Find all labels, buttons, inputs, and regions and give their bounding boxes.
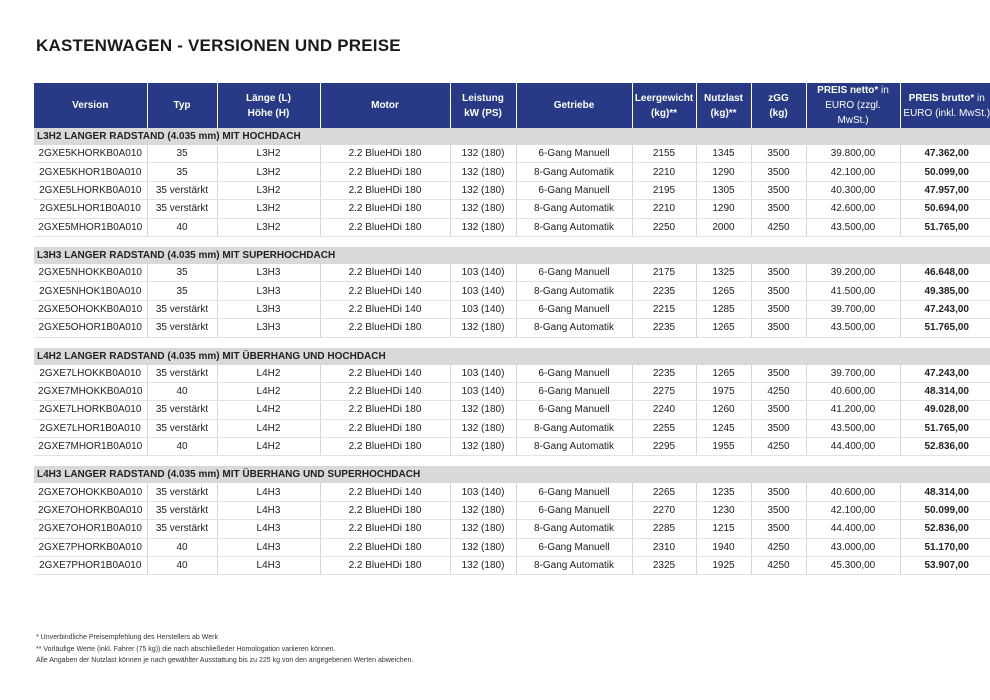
cell-version: 2GXE5OHOR1B0A010 <box>34 319 147 337</box>
cell-zgg: 3500 <box>751 181 806 199</box>
section-spacer <box>34 236 990 247</box>
cell-preis-netto: 43.500,00 <box>806 218 900 236</box>
table-row <box>34 145 990 163</box>
section-header-row <box>34 348 990 365</box>
cell-version: 2GXE7OHORKB0A010 <box>34 501 147 519</box>
footnotes <box>36 632 413 667</box>
table-row <box>34 264 990 282</box>
cell-leergewicht: 2235 <box>632 365 696 383</box>
footnote: * Unverbindliche Preisempfehlung des Herstellers ab Werk <box>36 634 218 641</box>
cell-motor: 2.2 BlueHDi 140 <box>320 483 450 501</box>
header-laenge-hoehe: Länge (L) Höhe (H) <box>217 83 320 128</box>
cell-leistung: 103 (140) <box>450 264 516 282</box>
cell-zgg: 3500 <box>751 520 806 538</box>
section-header-row <box>34 247 990 264</box>
cell-leistung: 103 (140) <box>450 483 516 501</box>
cell-motor: 2.2 BlueHDi 140 <box>320 282 450 300</box>
cell-zgg: 3500 <box>751 419 806 437</box>
cell-typ: 35 verstärkt <box>147 501 217 519</box>
cell-preis-brutto: 47.243,00 <box>900 365 990 383</box>
cell-preis-netto: 40.600,00 <box>806 483 900 501</box>
cell-laenge-hoehe: L4H3 <box>217 557 320 575</box>
cell-leistung: 103 (140) <box>450 300 516 318</box>
cell-laenge-hoehe: L4H3 <box>217 520 320 538</box>
cell-getriebe: 6-Gang Manuell <box>516 483 632 501</box>
table-row <box>34 382 990 400</box>
table-row <box>34 438 990 456</box>
header-getriebe: Getriebe <box>516 83 632 128</box>
cell-preis-brutto: 47.243,00 <box>900 300 990 318</box>
cell-getriebe: 8-Gang Automatik <box>516 282 632 300</box>
table-row <box>34 401 990 419</box>
cell-motor: 2.2 BlueHDi 140 <box>320 264 450 282</box>
cell-nutzlast: 1955 <box>696 438 751 456</box>
cell-leergewicht: 2215 <box>632 300 696 318</box>
cell-typ: 35 verstärkt <box>147 300 217 318</box>
price-table <box>34 83 990 575</box>
cell-nutzlast: 1290 <box>696 200 751 218</box>
cell-version: 2GXE5NHOK1B0A010 <box>34 282 147 300</box>
cell-preis-netto: 43.500,00 <box>806 319 900 337</box>
cell-preis-netto: 43.500,00 <box>806 419 900 437</box>
cell-nutzlast: 1265 <box>696 319 751 337</box>
header-version: Version <box>34 83 147 128</box>
cell-motor: 2.2 BlueHDi 180 <box>320 557 450 575</box>
table-row <box>34 218 990 236</box>
table-header-row <box>34 83 990 128</box>
cell-leergewicht: 2270 <box>632 501 696 519</box>
cell-leistung: 132 (180) <box>450 218 516 236</box>
cell-leistung: 132 (180) <box>450 200 516 218</box>
cell-nutzlast: 1230 <box>696 501 751 519</box>
cell-leergewicht: 2325 <box>632 557 696 575</box>
cell-preis-brutto: 52.836,00 <box>900 438 990 456</box>
cell-preis-netto: 42.100,00 <box>806 501 900 519</box>
section-title: L3H3 LANGER RADSTAND (4.035 mm) MIT SUPERHOCHDACH <box>34 247 990 264</box>
cell-leistung: 103 (140) <box>450 365 516 383</box>
cell-zgg: 3500 <box>751 200 806 218</box>
cell-preis-netto: 43.000,00 <box>806 538 900 556</box>
cell-getriebe: 8-Gang Automatik <box>516 520 632 538</box>
cell-leistung: 132 (180) <box>450 557 516 575</box>
table-row <box>34 419 990 437</box>
cell-laenge-hoehe: L3H3 <box>217 319 320 337</box>
footnote: ** Vorläufige Werte (inkl. Fahrer (75 kg)) die nach abschließeder Homologation variieren können. <box>36 645 336 653</box>
cell-typ: 35 <box>147 282 217 300</box>
table-row <box>34 163 990 181</box>
cell-getriebe: 8-Gang Automatik <box>516 319 632 337</box>
cell-nutzlast: 1925 <box>696 557 751 575</box>
cell-leergewicht: 2195 <box>632 181 696 199</box>
cell-zgg: 3500 <box>751 300 806 318</box>
cell-nutzlast: 1265 <box>696 365 751 383</box>
cell-version: 2GXE5KHORKB0A010 <box>34 145 147 163</box>
header-motor: Motor <box>320 83 450 128</box>
cell-nutzlast: 1215 <box>696 520 751 538</box>
cell-motor: 2.2 BlueHDi 180 <box>320 401 450 419</box>
cell-typ: 35 verstärkt <box>147 200 217 218</box>
cell-motor: 2.2 BlueHDi 180 <box>320 520 450 538</box>
cell-nutzlast: 1325 <box>696 264 751 282</box>
cell-laenge-hoehe: L3H3 <box>217 300 320 318</box>
cell-typ: 35 verstärkt <box>147 181 217 199</box>
cell-preis-brutto: 47.362,00 <box>900 145 990 163</box>
cell-leistung: 132 (180) <box>450 319 516 337</box>
section-header-row <box>34 466 990 483</box>
cell-leistung: 132 (180) <box>450 501 516 519</box>
cell-getriebe: 6-Gang Manuell <box>516 145 632 163</box>
cell-preis-brutto: 49.385,00 <box>900 282 990 300</box>
cell-motor: 2.2 BlueHDi 180 <box>320 218 450 236</box>
cell-preis-brutto: 51.170,00 <box>900 538 990 556</box>
header-typ: Typ <box>147 83 217 128</box>
cell-laenge-hoehe: L4H2 <box>217 401 320 419</box>
cell-leergewicht: 2210 <box>632 163 696 181</box>
spacer-cell <box>34 456 990 467</box>
cell-motor: 2.2 BlueHDi 140 <box>320 300 450 318</box>
cell-leistung: 132 (180) <box>450 419 516 437</box>
cell-typ: 40 <box>147 438 217 456</box>
cell-motor: 2.2 BlueHDi 180 <box>320 438 450 456</box>
table-row <box>34 282 990 300</box>
cell-zgg: 3500 <box>751 401 806 419</box>
cell-leergewicht: 2175 <box>632 264 696 282</box>
section-spacer <box>34 456 990 467</box>
cell-leergewicht: 2295 <box>632 438 696 456</box>
cell-leistung: 132 (180) <box>450 181 516 199</box>
cell-zgg: 3500 <box>751 264 806 282</box>
cell-leergewicht: 2235 <box>632 282 696 300</box>
cell-laenge-hoehe: L3H2 <box>217 145 320 163</box>
table-row <box>34 501 990 519</box>
cell-zgg: 3500 <box>751 319 806 337</box>
cell-preis-netto: 44.400,00 <box>806 438 900 456</box>
cell-preis-brutto: 49.028,00 <box>900 401 990 419</box>
cell-typ: 35 <box>147 264 217 282</box>
cell-preis-brutto: 48.314,00 <box>900 382 990 400</box>
cell-zgg: 4250 <box>751 382 806 400</box>
cell-leergewicht: 2235 <box>632 319 696 337</box>
page-title: KASTENWAGEN - VERSIONEN UND PREISE <box>36 36 401 55</box>
cell-laenge-hoehe: L4H3 <box>217 501 320 519</box>
spacer-cell <box>34 236 990 247</box>
table-row <box>34 483 990 501</box>
cell-version: 2GXE7LHORKB0A010 <box>34 401 147 419</box>
cell-laenge-hoehe: L4H2 <box>217 365 320 383</box>
cell-nutzlast: 1940 <box>696 538 751 556</box>
cell-getriebe: 6-Gang Manuell <box>516 264 632 282</box>
cell-getriebe: 6-Gang Manuell <box>516 181 632 199</box>
cell-version: 2GXE7MHOR1B0A010 <box>34 438 147 456</box>
cell-preis-brutto: 51.765,00 <box>900 218 990 236</box>
cell-preis-netto: 39.200,00 <box>806 264 900 282</box>
header-nutzlast: Nutzlast (kg)** <box>696 83 751 128</box>
cell-nutzlast: 1290 <box>696 163 751 181</box>
cell-typ: 35 <box>147 145 217 163</box>
cell-version: 2GXE7OHOR1B0A010 <box>34 520 147 538</box>
section-spacer <box>34 337 990 348</box>
table-row <box>34 538 990 556</box>
cell-motor: 2.2 BlueHDi 180 <box>320 163 450 181</box>
cell-getriebe: 8-Gang Automatik <box>516 163 632 181</box>
table-row <box>34 520 990 538</box>
cell-zgg: 4250 <box>751 218 806 236</box>
cell-nutzlast: 1285 <box>696 300 751 318</box>
cell-version: 2GXE7OHOKKB0A010 <box>34 483 147 501</box>
cell-version: 2GXE5MHOR1B0A010 <box>34 218 147 236</box>
cell-zgg: 3500 <box>751 365 806 383</box>
header-preis-netto: PREIS netto* in EURO (zzgl. MwSt.) <box>806 83 900 128</box>
cell-nutzlast: 1245 <box>696 419 751 437</box>
cell-typ: 35 verstärkt <box>147 365 217 383</box>
cell-typ: 40 <box>147 538 217 556</box>
cell-version: 2GXE5OHOKKB0A010 <box>34 300 147 318</box>
cell-laenge-hoehe: L3H3 <box>217 264 320 282</box>
cell-laenge-hoehe: L4H2 <box>217 382 320 400</box>
cell-nutzlast: 1260 <box>696 401 751 419</box>
cell-zgg: 3500 <box>751 145 806 163</box>
cell-laenge-hoehe: L4H2 <box>217 419 320 437</box>
cell-nutzlast: 1975 <box>696 382 751 400</box>
cell-preis-netto: 41.500,00 <box>806 282 900 300</box>
cell-motor: 2.2 BlueHDi 180 <box>320 145 450 163</box>
cell-version: 2GXE7LHOKKB0A010 <box>34 365 147 383</box>
cell-preis-netto: 39.800,00 <box>806 145 900 163</box>
cell-preis-brutto: 52.836,00 <box>900 520 990 538</box>
cell-nutzlast: 2000 <box>696 218 751 236</box>
cell-leistung: 132 (180) <box>450 438 516 456</box>
cell-preis-brutto: 48.314,00 <box>900 483 990 501</box>
cell-typ: 35 verstärkt <box>147 419 217 437</box>
cell-leergewicht: 2155 <box>632 145 696 163</box>
cell-leistung: 132 (180) <box>450 145 516 163</box>
table-row <box>34 200 990 218</box>
cell-zgg: 4250 <box>751 438 806 456</box>
cell-leistung: 132 (180) <box>450 401 516 419</box>
cell-preis-brutto: 47.957,00 <box>900 181 990 199</box>
cell-nutzlast: 1235 <box>696 483 751 501</box>
cell-motor: 2.2 BlueHDi 180 <box>320 200 450 218</box>
cell-preis-brutto: 50.099,00 <box>900 163 990 181</box>
cell-leistung: 132 (180) <box>450 538 516 556</box>
table-body <box>34 128 990 575</box>
table-row <box>34 319 990 337</box>
cell-preis-netto: 39.700,00 <box>806 300 900 318</box>
cell-zgg: 3500 <box>751 501 806 519</box>
cell-getriebe: 6-Gang Manuell <box>516 365 632 383</box>
cell-leergewicht: 2310 <box>632 538 696 556</box>
cell-getriebe: 6-Gang Manuell <box>516 401 632 419</box>
cell-preis-netto: 40.300,00 <box>806 181 900 199</box>
cell-preis-brutto: 46.648,00 <box>900 264 990 282</box>
table-row <box>34 300 990 318</box>
cell-typ: 35 verstärkt <box>147 483 217 501</box>
cell-preis-netto: 39.700,00 <box>806 365 900 383</box>
cell-getriebe: 8-Gang Automatik <box>516 557 632 575</box>
table-row <box>34 181 990 199</box>
cell-typ: 35 verstärkt <box>147 520 217 538</box>
cell-preis-netto: 41.200,00 <box>806 401 900 419</box>
cell-leergewicht: 2210 <box>632 200 696 218</box>
cell-laenge-hoehe: L3H2 <box>217 163 320 181</box>
spacer-cell <box>34 337 990 348</box>
cell-getriebe: 6-Gang Manuell <box>516 501 632 519</box>
table-row <box>34 365 990 383</box>
section-title: L4H2 LANGER RADSTAND (4.035 mm) MIT ÜBERHANG UND HOCHDACH <box>34 348 990 365</box>
cell-motor: 2.2 BlueHDi 180 <box>320 319 450 337</box>
cell-leergewicht: 2240 <box>632 401 696 419</box>
cell-getriebe: 8-Gang Automatik <box>516 200 632 218</box>
cell-zgg: 3500 <box>751 282 806 300</box>
cell-laenge-hoehe: L3H2 <box>217 218 320 236</box>
cell-version: 2GXE7LHOR1B0A010 <box>34 419 147 437</box>
cell-laenge-hoehe: L4H2 <box>217 438 320 456</box>
cell-preis-netto: 40.600,00 <box>806 382 900 400</box>
cell-getriebe: 8-Gang Automatik <box>516 419 632 437</box>
cell-leergewicht: 2255 <box>632 419 696 437</box>
cell-laenge-hoehe: L3H2 <box>217 200 320 218</box>
cell-version: 2GXE7PHOR1B0A010 <box>34 557 147 575</box>
header-zgg: zGG (kg) <box>751 83 806 128</box>
cell-laenge-hoehe: L4H3 <box>217 483 320 501</box>
cell-preis-brutto: 53.907,00 <box>900 557 990 575</box>
cell-leistung: 103 (140) <box>450 382 516 400</box>
cell-nutzlast: 1305 <box>696 181 751 199</box>
cell-leergewicht: 2265 <box>632 483 696 501</box>
cell-leergewicht: 2285 <box>632 520 696 538</box>
cell-preis-brutto: 51.765,00 <box>900 419 990 437</box>
header-leergewicht: Leergewicht (kg)** <box>632 83 696 128</box>
cell-getriebe: 6-Gang Manuell <box>516 538 632 556</box>
footnote: Alle Angaben der Nutzlast können je nach gewählter Ausstattung bis zu 225 kg von den angegebenen Werten abweichen. <box>36 657 414 664</box>
cell-nutzlast: 1265 <box>696 282 751 300</box>
cell-getriebe: 8-Gang Automatik <box>516 438 632 456</box>
cell-leistung: 132 (180) <box>450 163 516 181</box>
cell-typ: 40 <box>147 382 217 400</box>
cell-motor: 2.2 BlueHDi 180 <box>320 419 450 437</box>
cell-getriebe: 6-Gang Manuell <box>516 382 632 400</box>
section-header-row <box>34 128 990 145</box>
cell-getriebe: 8-Gang Automatik <box>516 218 632 236</box>
cell-leergewicht: 2275 <box>632 382 696 400</box>
cell-laenge-hoehe: L3H3 <box>217 282 320 300</box>
cell-leistung: 103 (140) <box>450 282 516 300</box>
cell-typ: 35 <box>147 163 217 181</box>
cell-typ: 40 <box>147 218 217 236</box>
cell-zgg: 3500 <box>751 483 806 501</box>
cell-motor: 2.2 BlueHDi 180 <box>320 501 450 519</box>
cell-version: 2GXE5LHOR1B0A010 <box>34 200 147 218</box>
cell-version: 2GXE5NHOKKB0A010 <box>34 264 147 282</box>
cell-laenge-hoehe: L3H2 <box>217 181 320 199</box>
cell-version: 2GXE7PHORKB0A010 <box>34 538 147 556</box>
header-leistung: Leistung kW (PS) <box>450 83 516 128</box>
cell-nutzlast: 1345 <box>696 145 751 163</box>
cell-preis-netto: 42.100,00 <box>806 163 900 181</box>
cell-motor: 2.2 BlueHDi 180 <box>320 181 450 199</box>
cell-preis-brutto: 50.099,00 <box>900 501 990 519</box>
cell-typ: 40 <box>147 557 217 575</box>
cell-version: 2GXE5LHORKB0A010 <box>34 181 147 199</box>
section-title: L3H2 LANGER RADSTAND (4.035 mm) MIT HOCHDACH <box>34 128 990 145</box>
cell-leistung: 132 (180) <box>450 520 516 538</box>
cell-getriebe: 6-Gang Manuell <box>516 300 632 318</box>
cell-motor: 2.2 BlueHDi 140 <box>320 365 450 383</box>
section-title: L4H3 LANGER RADSTAND (4.035 mm) MIT ÜBERHANG UND SUPERHOCHDACH <box>34 466 990 483</box>
cell-laenge-hoehe: L4H3 <box>217 538 320 556</box>
cell-motor: 2.2 BlueHDi 140 <box>320 382 450 400</box>
cell-preis-netto: 42.600,00 <box>806 200 900 218</box>
cell-zgg: 4250 <box>751 538 806 556</box>
cell-typ: 35 verstärkt <box>147 319 217 337</box>
cell-leergewicht: 2250 <box>632 218 696 236</box>
table-row <box>34 557 990 575</box>
cell-preis-netto: 44.400,00 <box>806 520 900 538</box>
cell-version: 2GXE5KHOR1B0A010 <box>34 163 147 181</box>
cell-preis-netto: 45.300,00 <box>806 557 900 575</box>
cell-preis-brutto: 50.694,00 <box>900 200 990 218</box>
cell-zgg: 4250 <box>751 557 806 575</box>
cell-motor: 2.2 BlueHDi 180 <box>320 538 450 556</box>
header-preis-brutto: PREIS brutto* in EURO (inkl. MwSt.) <box>900 83 990 128</box>
cell-zgg: 3500 <box>751 163 806 181</box>
cell-version: 2GXE7MHOKKB0A010 <box>34 382 147 400</box>
cell-preis-brutto: 51.765,00 <box>900 319 990 337</box>
cell-typ: 35 verstärkt <box>147 401 217 419</box>
